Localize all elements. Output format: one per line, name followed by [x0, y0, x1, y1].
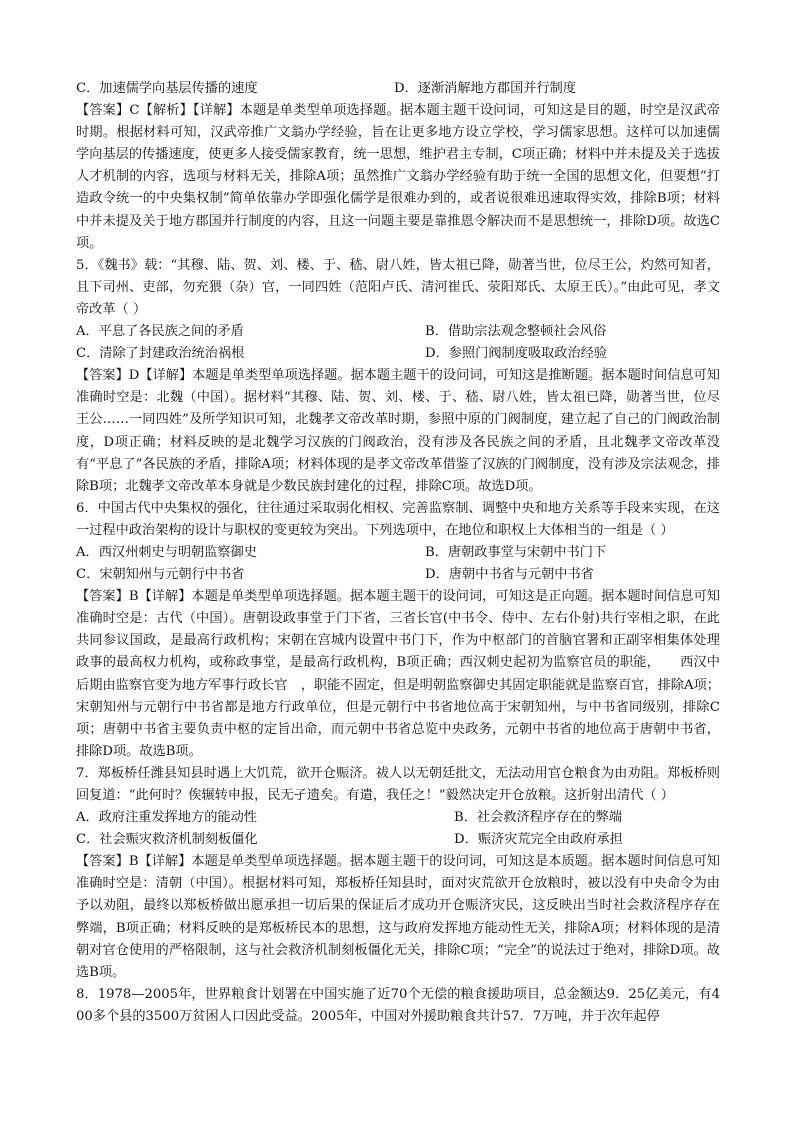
q5-stem: 5．《魏书》载：“其穆、陆、贺、刘、楼、于、嵇、尉八姓，皆太祖已降，勋著当世，位尽王公，灼然可知者，且下司州、吏部，勿充猥（杂）官，一同四姓（范阳卢氏、清河崔氏、荥阳郑氏、太原王氏）。”由此可见，孝文帝改革（ ）: [76, 257, 720, 317]
q4-option-c: C．加速儒学向基层传播的速度: [76, 81, 258, 96]
q7-option-a: A．政府注重发挥地方的能动性: [76, 810, 257, 826]
q6-option-a: A．西汉州刺史与明朝监察御史: [76, 544, 257, 560]
q7-option-d: D．赈济灾荒完全由政府承担: [454, 832, 623, 848]
q5-option-b: B．借助宗法观念整顿社会风俗: [425, 324, 607, 340]
q6-option-d: D．唐朝中书省与元朝中书省: [425, 567, 594, 583]
q4-option-d: D．逐渐消解地方郡国并行制度: [394, 81, 577, 96]
q5-option-c: C．清除了封建政治统治祸根: [76, 346, 245, 362]
q4-answer-explanation: 【答案】C【解析】【详解】本题是单类型单项选择题。据本题主题干设问词，可知这是目的题，时空是汉武帝时期。根据材料可知，汉武帝推广文翁办学经验，旨在让更多地方设立学校，学习儒家思想。这样可以加速儒学向基层的传播速度，使更多人接受儒家教育，统一思想，维护君主专制，C项正确；材料中并未提及关于选拔人才机制的内容，选项与材料无关，排除A项；虽然推广文翁办学经验有助于统一全国的思想文化，但要想“打造政令统一的中央集权制”简单依靠办学即强化儒学是很难办到的，或者说很难迅速取得实效，排除B项；材料中并未提及关于地方郡国并行制度的内容，且这一问题主要是靠推恩令解决而不是思想统一，排除D项。故选C项。: [76, 103, 720, 251]
q6-option-b: B．唐朝政事堂与宋朝中书门下: [425, 544, 607, 560]
q6-option-c: C．宋朝知州与元朝行中书省: [76, 567, 245, 583]
q6-answer-explanation: 【答案】B【详解】本题是单类型单项选择题。据本题主题干的设问词，可知这是正向题。据本题时间信息可知准确时空是：古代（中国）。唐朝设政事堂于门下省，三省长官(中书令、侍中、左右仆射)共行宰相之职，在此共同参议国政，是最高行政机构；宋朝在宫城内设置中书门下，作为中枢部门的首脑官署和正副宰相集体处理政事的最高权力机构，或称政事堂，是最高行政机构，B项正确；西汉刺史起初为监察官员的职能， 西汉中后期由监察官变为地方军事行政长官 ，职能不固定，但是明朝监察御史其固定职能就是监察百官，排除A项；宋朝知州与元朝行中书省都是地方行政单位，但是元朝行中书省地位高于宋朝知州，与中书省同级别，排除C项；唐朝中书省主要负责中枢的定旨出命，而元朝中书省总览中央政务，元朝中书省的地位高于唐朝中书省，排除D项。故选B项。: [76, 589, 720, 759]
q7-answer-explanation: 【答案】B【详解】本题是单类型单项选择题。据本题主题干的设问词，可知这是本质题。据本题时间信息可知准确时空是：清朝（中国）。根据材料可知，郑板桥任知县时，面对灾荒欲开仓放粮时，被以没有中央命令为由予以劝阻，最终以郑板桥做出愿承担一切后果的保证后才成功开仓赈济灾民，这反映出当时社会救济程序存在弊端，B项正确；材料反映的是郑板桥民本的思想，这与政府发挥地方能动性无关，排除A项；材料体现的是清朝对官仓使用的严格限制，这与社会救济机制刻板僵化无关，排除C项；“完全”的说法过于绝对，排除D项。故选B项。: [76, 854, 720, 980]
q4-options-row: [76, 78, 720, 100]
q5-option-d: D．参照门阀制度吸取政治经验: [425, 346, 608, 362]
q8-stem: 8．1978—2005年，世界粮食计划署在中国实施了近70个无偿的粮食援助项目，总金额达9．25亿美元，有400多个县的3500万贫困人口因此受益。2005年，中国对外援助粮食共计57．7万吨，并于次年起停: [76, 986, 720, 1024]
q6-options-row-2: [76, 564, 720, 586]
q7-stem: 7．郑板桥任潍县知县时遇上大饥荒，欲开仓赈济。祓人以无朝廷批文，无法动用官仓粮食为由劝阻。郑板桥则回复道：“此何时？俟辗转申报，民无孑遗矣。有遣，我任之！”毅然决定开仓放粮。这折射出清代（ ）: [76, 765, 720, 803]
q7-option-c: C．社会赈灾救济机制刻板僵化: [76, 832, 258, 848]
q5-option-a: A．平息了各民族之间的矛盾: [76, 324, 244, 340]
q6-stem: 6．中国古代中央集权的强化，往往通过采取弱化相权、完善监察制、调整中央和地方关系等手段来实现，在这一过程中政治架构的设计与职权的变更较为突出。下列选项中，在地位和职权上大体相当的一组是（ ）: [76, 500, 720, 538]
q6-options-row-1: [76, 542, 720, 564]
q7-options-row-1: [76, 807, 720, 829]
q5-options-row-1: [76, 321, 720, 343]
q5-answer-explanation: 【答案】D【详解】本题是单类型单项选择题。据本题主题干的设问词，可知这是推断题。据本题时间信息可知准确时空是：北魏（中国）。据材料“其穆、陆、贺、刘、楼、于、嵇、尉八姓，皆太祖已降，勋著当世，位尽王公……一同四姓”及所学知识可知，北魏孝文帝改革时期，参照中原的门阀制度，建立起了自己的门阀政治制度，D项正确；材料反映的是北魏学习汉族的门阀政治，没有涉及各民族之间的矛盾，且北魏孝文帝改革没有“平息了”各民族的矛盾，排除A项；材料体现的是孝文帝改革借鉴了汉族的门阀制度，没有涉及宗法观念，排除B项；北魏孝文帝改革本身就是少数民族封建化的过程，排除C项。故选D项。: [76, 368, 720, 494]
q7-option-b: B．社会救济程序存在的弊端: [454, 810, 622, 826]
q7-options-row-2: [76, 829, 720, 851]
q5-options-row-2: [76, 343, 720, 365]
